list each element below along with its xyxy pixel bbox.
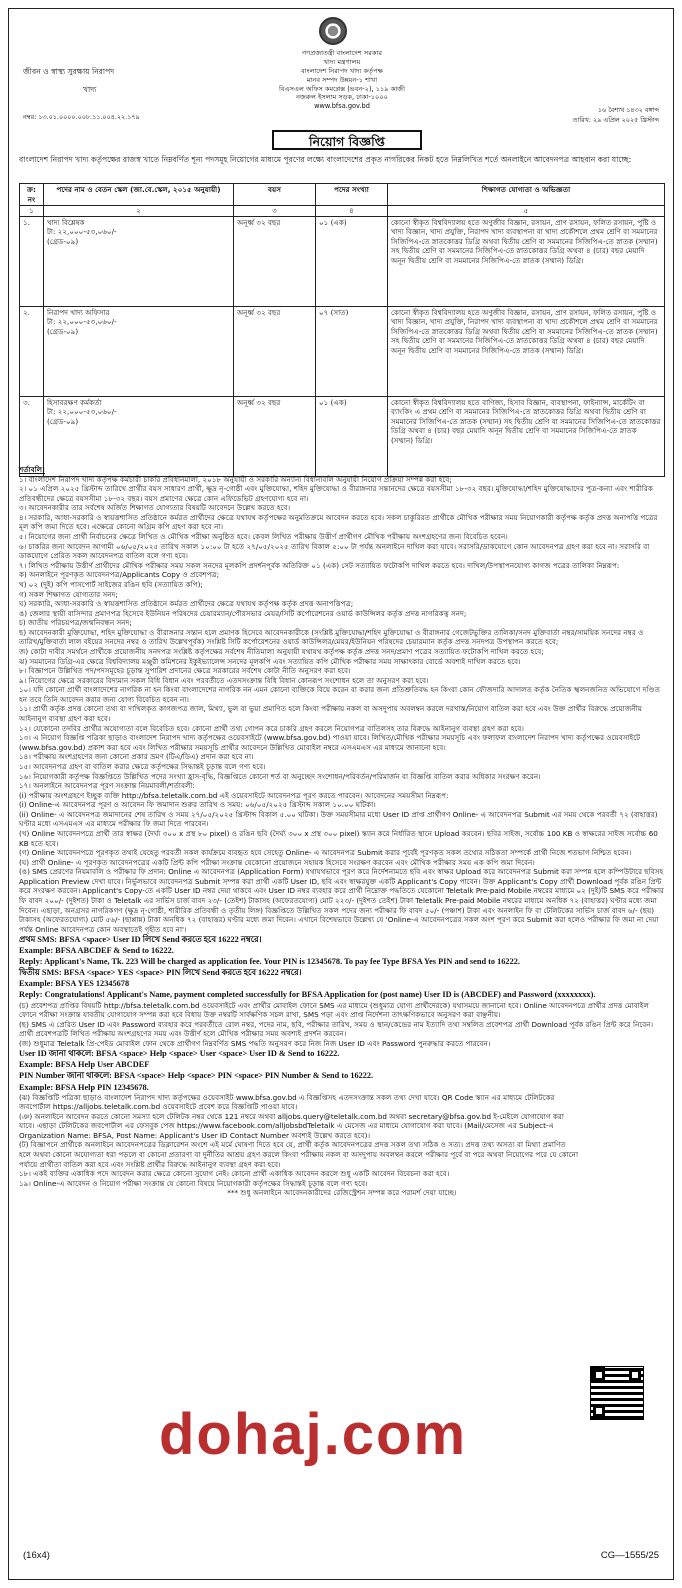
terms-section [19, 465, 665, 1198]
term-item: (খ) Online আবেদনপত্রে প্রার্থী তার স্বাক্ষর (দৈর্ঘ্য ৩০০ x প্রস্থ ৮০ pixel) ও রঙিন ছবি (দৈর্ঘ্য ৩০০ x প্রস্থ ৩০০ pixel) স্ক্যান করে নির্ধারিত স্থানে Upload করবেন। ছবির সাইজ, সর্বোচ্চ 100 KB ও স্বাক্ষরের সাইজ সর্বোচ্চ 60 KB হতে হবে। [19, 828, 658, 848]
grade: (গ্রেড-০৯) [47, 326, 79, 336]
term-item: ক) অনলাইনে পূরণকৃত আবেদনপত্র/Applicants Copy ও প্রবেশপত্র; [19, 570, 220, 580]
ad-code: CG—1555/25 [600, 1550, 659, 1561]
term-item: (জ) শুধুমাত্র Teletalk প্রি-পেইড মোবাইল ফোন থেকে প্রার্থীগণ নিম্নবর্ণিত SMS পদ্ধতি অনুসরণ করে নিজ নিজ User ID এবং Password পুনরুদ্ধার করতে পারবেন। [19, 1038, 491, 1048]
column-number: ৪ [316, 206, 388, 217]
table-row [20, 216, 665, 306]
term-item: ১৩। এ নিয়োগ বিজ্ঞপ্তি পত্রিকা ছাড়াও বাংলাদেশ নিরাপদ খাদ্য কর্তৃপক্ষের ওয়েবসাইটে (www.bfsa.gov.bd) পাওয়া যাবে। লিখিত/মৌখিক পরীক্ষার সময়সূচি এবং ফলাফল বাংলাদেশ নিরাপদ খাদ্য কর্তৃপক্ষের ওয়েবসাইটে (www.bfsa.gov.bd) প্রকাশ করা হবে এবং লিখিত পরীক্ষার সময়সূচি প্রার্থীর আবেদনে উল্লিখিত মোবাইল নম্বরে এসএমএস এর মাধ্যমে জানানো হবে। [19, 733, 641, 752]
address-line: বাংলাদেশ নিরাপদ খাদ্য কর্তৃপক্ষ [301, 66, 383, 75]
date-bangla: ১৬ বৈশাখ ১৪৩২ বঙ্গাব্দ [597, 106, 659, 114]
term-item: (ii) Online- এ আবেদনপত্র জমাদানের শেষ তারিখ ও সময় ২৭/০৫/২০২৫ খ্রিস্টাব্দ বিকাল ৫.০০ ঘটিকা। উক্ত সময়সীমার মধ্যে User ID প্রাপ্ত প্রার্থীগণ Online- এ আবেদনপত্র Submit এর সময় থেকে পরবর্তী ৭২ (বাহাত্তর) ঘণ্টার মধ্যে এসএমএস এর মাধ্যমে পরীক্ষার ফি জমা দিতে পারবেন। [19, 809, 658, 829]
slogan-line1: জীবন ও স্বাস্থ্য সুরক্ষায় নিরাপদ [23, 67, 115, 76]
pay-scale: টা: ২২,০০০-৫৩,০৬০/- [47, 317, 117, 326]
term-item: ১১। প্রার্থী কর্তৃক প্রদত্ত কোনো তথ্য বা দাখিলকৃত কাগজপত্র জাল, মিথ্যা, ভুল বা ভুয়া প্রমাণিত হলে কিংবা পরীক্ষায় নকল বা অসদুপায় অবলম্বন করলে দরখাস্ত/নিয়োগ বাতিল করা হবে এবং উক্ত প্রার্থীর বিরুদ্ধে প্রয়োজনীয় আইনানুগ ব্যবস্থা গ্রহণ করা হবে। [19, 704, 642, 724]
term-item: ১২। যেকোনো তদবির প্রার্থীর অযোগ্যতা বলে বিবেচিত হবে। কোনো প্রার্থী তথ্য গোপন করে চাকরি গ্রহণ করলে নিয়োগপত্র বাতিলসহ তার বিরুদ্ধে আইনানুগ ব্যবস্থা গ্রহণ করা হবে। [19, 723, 525, 733]
notice-page [8, 8, 674, 1580]
term-item: ১৮। একই ব্যক্তির একাধিক পদে আবেদন করার ক্ষেত্রে কোনো সুযোগ নেই। কোনো প্রার্থী একাধিক আবেদন করলে শুধু একটি আবেদন বিবেচনা করা হবে। [19, 1169, 450, 1179]
row-serial: ১. [20, 216, 44, 306]
table-row [20, 306, 665, 396]
address-line: বিএসএল অফিস কমপ্লেক্স (ভবন-২), ১১৯ কাজী [279, 84, 405, 93]
post-count: ০১ (এক) [316, 216, 388, 306]
sms-line: Reply: Congratulations! Applicant's Name, payment completed successfully for BFSA Application for (post name) User ID is (ABCDEF) and Password (xxxxxxxx). [19, 990, 596, 1000]
age-limit: অনূর্ধ্ব ৩২ বছর [234, 216, 316, 306]
sms-line: Example: BFSA YES 12345678 [19, 979, 130, 989]
footer [23, 1550, 659, 1563]
term-item: (ঞ) অনলাইনে আবেদন করতে কোনো সমস্যা হলে টেলিটক নম্বর থেকে 121 নম্বরে অথবা alljobs.query@teletalk.com.bd অথবা secretary@bfsa.gov.bd ই-মেইলে যোগাযোগ করা যাবে। এছাড়া টেলিটকের জবপোর্টাল এর ফেসবুক পেজ https://www.facebook.com/alljobsbdTeletalk এ মেসেজ এর মাধ্যমে যোগাযোগ করা যাবে। (Mail/মেসেজ এর Subject-এ Organization Name: BFSA, Post Name: Applicant's User ID Contact Number অবশ্যই উল্লেখ করতে হবে)। [19, 1111, 564, 1140]
age-limit: অনূর্ধ্ব ৩২ বছর [234, 306, 316, 396]
column-header: পদের নাম ও বেতন স্কেল (জা.বে.স্কেল, ২০১৫ অনুযায়ী) [44, 184, 234, 206]
header-slogan [23, 67, 114, 103]
qr-code-icon[interactable] [590, 1366, 644, 1420]
office-address [199, 49, 485, 111]
grade: (গ্রেড-০৯) [47, 416, 79, 426]
sms-line: Reply: Applicant's Name, Tk. 223 Will be charged as application fee. Your PIN is 12345678. To pay fee Type BFSA Yes PIN and send to 16222. [19, 957, 520, 967]
term-item: ৩। আবেদনকারীর তার সর্বশেষ অর্জিত শিক্ষাগত যোগ্যতার বিষয়টি আবেদনে উল্লেখ করতে হবে। [19, 503, 291, 513]
sms-line: Example: BFSA ABCDEF & Send to 16222. [19, 946, 174, 956]
term-item: (ট) বিজ্ঞাপনে প্রার্থীকে অনলাইনে আবেদনপত্রের ডিক্লারেশন অংশে এই মর্মে ঘোষণা দিতে হবে যে, প্রার্থী কর্তৃক আবেদনপত্রের প্রদত্ত সকল তথ্য সঠিক ও সত্য। প্রদত্ত তথ্য অসত্য বা মিথ্যা প্রমাণিত হলে অথবা কোনো অযোগ্যতা ধরা পড়লে বা কোনো প্রতারণা বা দুর্নীতির আশ্রয় গ্রহণ করলে কিংবা পরীক্ষায় নকল বা অসদুপায় অবলম্বন করলে পরীক্ষার পূর্বে বা পরে অথবা নিয়োগের পরে যে কোনো পর্যায়ে প্রার্থীতা বাতিল করা হবে এবং সংশ্লিষ্ট প্রার্থীর বিরুদ্ধে আইনানুগ ব্যবস্থা গ্রহণ করা হবে। [19, 1140, 579, 1169]
sms-recovery-instructions [19, 1048, 665, 1092]
address-line: নজরুল ইসলাম সড়ক, ঢাকা-১০০০ [296, 93, 388, 102]
sms-line: দ্বিতীয় SMS: BFSA <space> YES <space> PIN লিখে Send করতে হবে 16222 নম্বরে। [19, 968, 302, 978]
sms-line: Example: BFSA Help PIN 12345678. [19, 1082, 149, 1092]
terms-heading: শর্তাবলি: [19, 465, 46, 474]
closing-note: *** শুধু অনলাইনে আবেদনকারীদের রেজিস্ট্রেশন সম্পন্ন করে পরামর্শ দেয়া যাচ্ছে। [227, 1188, 457, 1198]
pay-scale: টা: ২২,০০০-৫৩,০৬০/- [47, 227, 117, 236]
row-serial: ২. [20, 306, 44, 396]
term-item: ১৬। নিয়োগকারী কর্তৃপক্ষ বিজ্ঞপ্তিতে উল্লিখিত পদের সংখ্যা হ্রাস-বৃদ্ধি, বিজ্ঞপ্তিতে কোনো শর্ত বা অনুচ্ছেদ সংশোধন/পরিবর্তন/পরিমার্জন বা বিজ্ঞপ্তি বাতিল করার অধিকার সংরক্ষণ করেন। [19, 771, 541, 781]
row-serial: ৩. [20, 396, 44, 476]
term-item: (চ) প্রবেশপত্র প্রাপ্তির বিষয়টি http://bfsa.teletalk.com.bd ওয়েবসাইটে এবং প্রার্থীর মোবাইল ফোনে SMS এর মাধ্যমে (শুধুমাত্র যোগ্য প্রার্থীদেরকে) যথাসময়ে জানানো হবে। Online আবেদনপত্রে প্রার্থীর প্রদত্ত মোবাইল ফোনে পরীক্ষা সংক্রান্ত যাবতীয় যোগাযোগ সম্পন্ন করা হবে বিধায় উক্ত নম্বরটি সার্বক্ষণিক সচল রাখা, SMS পড়া এবং প্রাপ্ত নির্দেশনা তাৎক্ষণিকভাবে অনুসরণ করা বাঞ্ছনীয়। [19, 1000, 649, 1020]
age-limit: অনূর্ধ্ব ৩২ বছর [234, 396, 316, 476]
term-item: ১৪। পরীক্ষায় অংশগ্রহণের জন্য কোনো প্রকার ভ্রমণ (টিএ/ডিএ) প্রদান করা হবে না। [19, 752, 254, 762]
post-cell [44, 306, 234, 396]
post-cell [44, 216, 234, 306]
term-item: (ঘ) প্রার্থী Online- এ পূরণকৃত আবেদনপত্রের একটি প্রিন্ট কপি পরীক্ষা সংক্রান্ত যেকোনো প্রয়োজনে সহায়ক হিসেবে সংরক্ষণ করবেন এবং মৌখিক পরীক্ষার সময় এক কপি জমা দিবেন। [19, 857, 535, 867]
table-header-row [20, 184, 665, 206]
term-item: ১০। যদি কোনো প্রার্থী বাংলাদেশের নাগরিক না হন কিংবা বাংলাদেশের নাগরিক নন এমন কোনো ব্যক্তিকে বিয়ে করেন বা করার জন্য প্রতিশ্রুতিবদ্ধ হন কিংবা কোন ফৌজদারি আদালত কর্তৃক নৈতিক স্খলনজনিত অভিযোগে দণ্ডিত হন তবে তিনি আবেদন করার জন্য যোগ্য বিবেচিত হবেন না। [19, 685, 660, 704]
sms-line: PIN Number জানা থাকলে: BFSA <space> Help <space> PIN <space> PIN Number & Send to 16222. [19, 1071, 374, 1081]
term-item: ৪। সরকারি, আধা-সরকারি ও স্বায়ত্তশাসিত প্রতিষ্ঠানে কর্মরত প্রার্থীদের ক্ষেত্রে যথাযথ কর্তৃপক্ষের অনুমতিক্রমে আবেদন করতে হবে। সকল চাকুরিরত প্রার্থীকে মৌখিক পরীক্ষার সময় নিয়োগকারী কর্তৃপক্ষ কর্তৃক প্রদত্ত অনাপত্তি পত্রের মূল কপি জমা দিতে হবে। এক্ষেত্রে কোনো অগ্রিম কপি গ্রহণ করা হবে না। [19, 512, 658, 532]
terms-list [19, 475, 665, 935]
column-header: শিক্ষাগত যোগ্যতা ও অভিজ্ঞতা [388, 184, 665, 206]
term-item: (i) Online-এ আবেদনপত্র পূরণ ও আবেদন ফি জমাদান শুরুর তারিখ ও সময়: ০৬/০৫/২০২৫ খ্রিস্টাব্দ সকাল ১০.০০ ঘটিকা। [19, 800, 376, 810]
term-item: ১৭। অনলাইনে আবেদনপত্র পূরণ সংক্রান্ত নিয়মাবলী/শর্তাবলী: [19, 781, 195, 791]
term-item: জ) কোটা দাবীর সমর্থনে প্রার্থীকে প্রয়োজনীয় সনদপত্র সংশ্লিষ্ট কর্তৃপক্ষের সর্বশেষ নীতিমালা অনুযায়ী যথাযথ কর্তৃপক্ষ কর্তৃক প্রদত্ত সনদ/প্রমাণ পত্রের সত্যায়িত ফটোকপি দাখিল করতে হবে; [19, 646, 544, 656]
term-item: (i) পরীক্ষায় অংশগ্রহণে ইচ্ছুক ব্যক্তি http://bfsa.teletalk.com.bd এই ওয়েবসাইটে আবেদনপত্র পূরণ করতে পারবেন। আবেদনের সময়সীমা নিম্নরূপ: [19, 790, 449, 800]
address-line: মানব সম্পদ উন্নয়ন-১ শাখা [306, 75, 378, 84]
qualification: কোনো স্বীকৃত বিশ্ববিদ্যালয় হতে অণুজীব বিজ্ঞান, রসায়ন, প্রাণ রসায়ন, ফলিত রসায়ন, পুষ্টি ও খাদ্য বিজ্ঞান, খাদ্য প্রযুক্তি, নিরাপদ খাদ্য ব্যবস্থাপনা বা খাদ্য প্রকৌশলে প্রথম শ্রেণি বা সমমানের সিজিপিএ-তে স্নাতকোত্তর ডিগ্রি অথবা দ্বিতীয় শ্রেণি বা সমমানের সিজিপিএ-তে স্নাতক (সম্মান) সহ দ্বিতীয় শ্রেণি বা সমমানের সিজিপিএ-তে স্নাতকোত্তর ডিগ্রি অথবা ৪ (চার) বছর মেয়াদি অনূন দ্বিতীয় শ্রেণি বা সমমানের সিজিপিএ-তে স্নাতক (সম্মান) ডিগ্রি। [388, 306, 665, 396]
term-item: ছ) আবেদনকারী মুক্তিযোদ্ধা, শহিদ মুক্তিযোদ্ধা ও বীরাঙ্গনার সন্তান হলে প্রমাণক হিসেবে আবেদনকারীকে (সংশ্লিষ্ট মুক্তিযোদ্ধা/শহিদ মুক্তিযোদ্ধা ও বীরাঙ্গনার গেজেটভুক্তির তালিকা/সনদ মুক্তিবার্তা নম্বর/সাময়িক সনদের নম্বর ও তারিখ/মুক্তিবার্তা লাল বইয়ের সনদের নম্বর ও তারিখ উল্লেখপূর্বক) সংশ্লিষ্ট সিটি কর্পোরেশনের ওয়ার্ড কাউন্সিলর/মেয়র/ইউনিয়ন পরিষদের চেয়ারম্যান কর্তৃক প্রদত্ত সনদপত্র উপস্থাপন করতে হবে; [19, 627, 644, 647]
column-number: ৩ [234, 206, 316, 217]
qualification: কোনো স্বীকৃত বিশ্ববিদ্যালয় হতে বাণিজ্য, হিসাব বিজ্ঞান, ব্যবস্থাপনা, ফাইন্যান্স, মার্কেটিং বা ব্যাংকিং এ প্রথম শ্রেণি বা সমমানের সিজিপিএ-তে স্নাতকোত্তর ডিগ্রি অথবা দ্বিতীয় শ্রেণি বা সমমানের সিজিপিএ-তে স্নাতক (সম্মান) সহ দ্বিতীয় শ্রেণি বা সমমানের সিজিপিএ-তে স্নাতকোত্তর ডিগ্রি অথবা ৪ (চার) বছর মেয়াদি অনূন দ্বিতীয় শ্রেণি বা সমমানের সিজিপিএ-তে স্নাতক (সম্মান) ডিগ্রি। [388, 396, 665, 476]
table-row [20, 396, 665, 476]
column-number-row [20, 206, 665, 217]
term-item: চ) জাতীয় পরিচয়পত্র/জন্মনিবন্ধন সনদ; [19, 618, 132, 628]
term-item: ৮। বিজ্ঞাপনে উল্লিখিত পদ/পদসমূহের চূড়ান্ত সুপারিশ প্রদানের ক্ষেত্রে সরকারের সর্বশেষ কোটা নীতি অনুসরণ করা হবে। [19, 666, 351, 676]
term-item: (গ) Online আবেদনপত্রে পূরণকৃত তথ্যই যেহেতু পরবর্তী সকল কার্যক্রমে ব্যবহৃত হবে সেহেতু Online- এ আবেদনপত্র Submit করার পূর্বেই পূরণকৃত সকল তথ্যের সঠিকতা সম্পর্কে প্রার্থী নিজে শতভাগ নিশ্চিত হবেন। [19, 848, 632, 858]
term-item: ঝ) সমমানের ডিগ্রি-এর ক্ষেত্রে বিশ্ববিদ্যালয় মঞ্জুরী কমিশনের ইকুইভ্যালেন্স সনদের মূলকপি এবং সত্যায়িত কপি মৌখিক পরীক্ষার সময় সাক্ষাৎকার বোর্ডে অবশ্যই দাখিল করতে হবে। [19, 656, 521, 666]
term-item: (ছ) SMS এ প্রেরিত User ID এবং Password ব্যবহার করে পরবর্তীতে রোল নম্বর, পদের নাম, ছবি, পরীক্ষার তারিখ, সময় ও স্থান/কেন্দ্রের নাম ইত্যাদি তথ্য সম্বলিত প্রবেশপত্র প্রার্থী Download পূর্বক রঙিন প্রিন্ট করে নিবেন। প্রার্থী প্রবেশপত্রটি লিখিত পরীক্ষায় অংশগ্রহণের সময় এবং উত্তীর্ণ হলে মৌখিক পরীক্ষার সময় অবশ্যই প্রদর্শন করবেন। [19, 1019, 654, 1039]
post-name: নিরাপদ খাদ্য অফিসার [47, 307, 110, 317]
post-count: ০৭ (সাত) [316, 306, 388, 396]
term-item: ঘ) সরকারি, আধা-সরকারি ও স্বায়ত্তশাসিত প্রতিষ্ঠানে কর্মরত প্রার্থীদের ক্ষেত্রে যথাযথ কর্তৃপক্ষ কর্তৃক প্রদত্ত অনাপত্তিপত্র; [19, 599, 354, 609]
terms-list-3 [19, 1093, 579, 1189]
sms-instructions [19, 934, 665, 1000]
pay-scale: টা: ২২,০০০-৫৩,০৬০/- [47, 407, 117, 416]
term-item: ৭। লিখিত পরীক্ষায় উত্তীর্ণ প্রার্থীদের মৌখিক পরীক্ষার সময় সকল সনদের মূলকপি প্রদর্শনপূর্বক অতিরিক্ত ০১ (এক) সেট সত্যায়িত ফটোকপি দাখিল করতে হবে। দাখিল/উপস্থাপনযোগ্য কাগজ পত্রের তালিকা নিম্নরূপ: [19, 560, 620, 570]
post-cell [44, 396, 234, 476]
intro-paragraph: বাংলাদেশ নিরাপদ খাদ্য কর্তৃপক্ষের রাজস্ব খাতে নিম্নবর্ণিত শূন্য পদসমূহ নিয়োগের মাধ্যমে পূরণের লক্ষ্যে বাংলাদেশের প্রকৃত নাগরিকের নিকট হতে নিম্নলিখিত শর্তে অনলাইনে আবেদনপত্র আহবান করা যাচ্ছে: [19, 155, 632, 164]
address-line: খাদ্য মন্ত্রণালয় [323, 57, 361, 66]
qualification: কোনো স্বীকৃত বিশ্ববিদ্যালয় হতে অণুজীব বিজ্ঞান, রসায়ন, প্রাণ রসায়ন, ফলিত রসায়ন, পুষ্টি ও খাদ্য বিজ্ঞান, খাদ্য প্রযুক্তি, নিরাপদ খাদ্য ব্যবস্থাপনা বা খাদ্য প্রকৌশলে প্রথম শ্রেণি বা সমমানের সিজিপিএ-তে স্নাতকোত্তর ডিগ্রি অথবা দ্বিতীয় শ্রেণি বা সমমানের সিজিপিএ-তে স্নাতক (সম্মান) সহ দ্বিতীয় শ্রেণি বা সমমানের সিজিপিএ-তে স্নাতকোত্তর ডিগ্রি অথবা ৪ (চার) বছর মেয়াদি অনূন দ্বিতীয় শ্রেণি বা সমমানের সিজিপিএ-তে স্নাতক (সম্মান) ডিগ্রি। [388, 216, 665, 306]
terms-list-2 [19, 1001, 665, 1049]
post-name: হিসাবরক্ষণ কর্মকর্তা [47, 397, 102, 407]
term-item: খ) ০২ (দুই) কপি পাসপোর্ট সাইজের রঙিন ছবি (সত্যায়িত কপি); [19, 579, 203, 589]
column-number: ২ [44, 206, 234, 217]
watermark: dohaj.com [159, 1402, 468, 1467]
term-item: ৬। চাকরির জন্য আবেদন আগামী ০৬/০৫/২০২৫ তারিখ সকাল ১০:০০ টা হতে ২৭/০৫/২০২৫ তারিখ বিকাল ৫:০০ টা পর্যন্ত অনলাইনে দাখিল করা যাবে। সরাসরি/ডাকযোগে কোন আবেদনপত্র গ্রহণ করা হবে না। সরাসরি বা ডাকযোগে প্রেরিত সকল আবেদনপত্র বাতিল বলে গণ্য হবে। [19, 541, 650, 561]
column-number: ১ [20, 206, 44, 217]
sms-line: User ID জানা থাকলে: BFSA <space> Help <space> User <space> User ID & Send to 16222. [19, 1049, 340, 1059]
column-header: পদের সংখ্যা [316, 184, 388, 206]
page-title: নিয়োগ বিজ্ঞপ্তি [272, 130, 422, 150]
ad-size: (16x4) [23, 1550, 50, 1561]
term-item: ১৯। Online-এ আবেদন ও নিয়োগ পরীক্ষা সংক্রান্ত যে কোনো বিষয়ে নিয়োগকারী কর্তৃপক্ষের সিদ্ধান্তই চূড়ান্ত বলে গণ্য হবে। [19, 1178, 368, 1188]
term-item: (ঙ) SMS প্রেরণের নিয়মাবলি ও পরীক্ষার ফি প্রদান: Online এ আবেদনপত্র (Application Form) যথাযথভাবে পূরণ করে নির্দেশনামতে ছবি এবং স্বাক্ষর Upload করে আবেদনপত্র Submit করা সম্পন্ন হলে কম্পিউটারে ছবিসহ Application Preview দেখা যাবে। নির্ভুলভাবে আবেদনপত্র Submit সম্পন্ন করা প্রার্থী একটি User ID, ছবি এবং স্বাক্ষরযুক্ত একটি Applicant's Copy পাবেন। উক্ত Applicant's Copy প্রার্থী Download পূর্বক রঙিন প্রিন্ট করে সংরক্ষণ করবেন। Applicant's Copy-তে একটি User ID নম্বর দেয়া থাকবে এবং User ID নম্বর ব্যবহার করে প্রার্থী নিম্নোক্ত পদ্ধতিতে যেকোনো Teletalk Pre-paid Mobile নম্বরের মাধ্যমে ০২ (দুই)টি SMS করে পরীক্ষার ফি বাবদ ২০০/- (দুইশত) টাকা ও Teletalk এর সার্ভিস চার্জ বাবদ ২৩/- (তেইশ) টাকাসহ (অফেরতযোগ্য) মোট ২২৩/- (দুইশত তেইশ) টাকা Teletalk Pre-paid Mobile নম্বরের মাধ্যমে অনধিক ৭২ (বাহাত্তর) ঘণ্টার মধ্যে জমা দিবেন। এছাড়া, অনগ্রসর নাগরিকগণ (ক্ষুদ্র নৃ-গোষ্ঠী, শারীরিক প্রতিবন্ধী ও তৃতীয় লিঙ্গ) বিজ্ঞপ্তিতে উল্লিখিত সকল পদের জন্য পরীক্ষার ফি বাবদ ৫০/- (পঞ্চাশ) টাকা এবং অনলাইন ফি বা টেলিটকের সার্ভিস চার্জ বাবদ ৬/- (ছয়) টাকাসহ (অফেরতযোগ্য) মোট ৫৬/- (ছাপ্পান্ন) টাকা অনধিক ৭২ (বাহাত্তর) ঘণ্টার মধ্যে জমা দিবেন। এখানে বিশেষভাবে উল্লেখ্য যে 'Online-এ আবেদনপত্রের সকল অংশ পূরণ করে Submit করা হলেও পরীক্ষার ফি জমা না দেয়া পর্যন্ত Online আবেদনপত্র কোন অবস্থাতেই গৃহীত হবে না'। [19, 867, 665, 934]
letterhead [9, 9, 673, 127]
memo-number: নম্বর: ১৩.০১.০০০০.০০৮.১১.০০৪.২২.১৭৯ [23, 113, 140, 121]
term-item: ৯। নিয়োগের ক্ষেত্রে সরকারের বিদ্যমান সকল বিধি বিধান এবং পরবর্তীতে এতদসংক্রান্ত বিধি বিধান কোনরূপ সংশোধন হলে তা অনুসরণ করা হবে। [19, 675, 429, 685]
column-header: ক্র: নং [20, 184, 44, 206]
column-header: বয়স [234, 184, 316, 206]
term-item: ১৫। আবেদনপত্র গ্রহণ বা বাতিল করার ক্ষেত্রে কর্তৃপক্ষের সিদ্ধান্তই চূড়ান্ত বলে গণ্য হবে। [19, 761, 266, 771]
post-count: ০১ (এক) [316, 396, 388, 476]
date-gregorian: তারিখ: ২৯ এপ্রিল ২০২৫ খ্রিস্টাব্দ [572, 115, 659, 124]
address-line: গণপ্রজাতন্ত্রী বাংলাদেশ সরকার [301, 49, 383, 57]
vacancy-table [19, 183, 665, 477]
term-item: ১। বাংলাদেশ নিরাপদ খাদ্য কর্তৃপক্ষ কর্মচারী চাকরি প্রবিধানমালা, ২০১৮ অনুযায়ী ও সরকারি অন্যান্য বিধানাবলি অনুযায়ী নিয়োগ প্রক্রিয়া সম্পন্ন করা হবে; [19, 474, 452, 484]
term-item: ঙ) জেলার স্থায়ী বাসিন্দার প্রমাণপত্র হিসেবে ইউনিয়ন পরিষদের চেয়ারম্যান/পৌরসভার মেয়র/সিটি কর্পোরেশনের ওয়ার্ড কাউন্সিলর কর্তৃক প্রদত্ত নাগরিকত্ব সনদ; [19, 608, 467, 618]
sms-line: Example: BFSA Help User ABCDEF [19, 1060, 150, 1070]
website-link[interactable]: www.bfsa.gov.bd [314, 102, 370, 111]
grade: (গ্রেড-০৯) [47, 236, 79, 246]
term-item: ২। ০১ এপ্রিল ২০২৫ খ্রিস্টাব্দ তারিখে প্রার্থীর বয়স সাধারণ প্রার্থী, ক্ষুদ্র নৃ-গোষ্ঠী এবং মুক্তিযোদ্ধা, শহিদ মুক্তিযোদ্ধা ও বীরাঙ্গনার সন্তানদের ক্ষেত্রে বয়সসীমা ১৮-৩২ বছর। মুক্তিযোদ্ধা/শহিদ মুক্তিযোদ্ধাদের পুত্র-কন্যা এবং শারীরিক প্রতিবন্ধীদের ক্ষেত্রে বয়সসীমা ১৮-৩২ বছর। বয়স প্রমাণের ক্ষেত্রে কোন এফিডেভিট গ্রহণযোগ্য হবে না। [19, 484, 653, 503]
sms-line: প্রথম SMS: BFSA <space> User ID লিখে Send করতে হবে 16222 নম্বরে। [19, 935, 262, 945]
post-name: খাদ্য বিশ্লেষক [47, 217, 85, 227]
term-item: গ) সকল শিক্ষাগত যোগ্যতার সনদ; [19, 589, 118, 599]
column-number: ৫ [388, 206, 665, 217]
issue-date [573, 106, 659, 125]
slogan-line2: খাদ্য [83, 85, 97, 95]
government-emblem-icon [319, 17, 347, 45]
term-item: (ঝ) বিজ্ঞপ্তিটি পত্রিকা ছাড়াও বাংলাদেশ নিরাপদ খাদ্য কর্তৃপক্ষের ওয়েবসাইট www.bfsa.gov.bd এ বিজ্ঞপ্তিসহ এতদসংক্রান্ত সকল তথ্য দেখা যাবে। QR Code স্ক্যান এর মাধ্যমে টেলিটকের জবপোর্টাল https://alljobs.teletalk.com.bd ওয়েবসাইটে প্রবেশ করে বিজ্ঞপ্তিটি পাওয়া যাবে। [19, 1092, 555, 1112]
term-item: ৫। নিয়োগের জন্য প্রার্থী নির্বাচনের ক্ষেত্রে লিখিত ও মৌখিক পরীক্ষা অনুষ্ঠিত হবে। কেবল লিখিত পরীক্ষায় উত্তীর্ণ প্রার্থীগণ মৌখিক পরীক্ষায় অংশগ্রহণের জন্য বিবেচিত হবেন। [19, 532, 508, 542]
